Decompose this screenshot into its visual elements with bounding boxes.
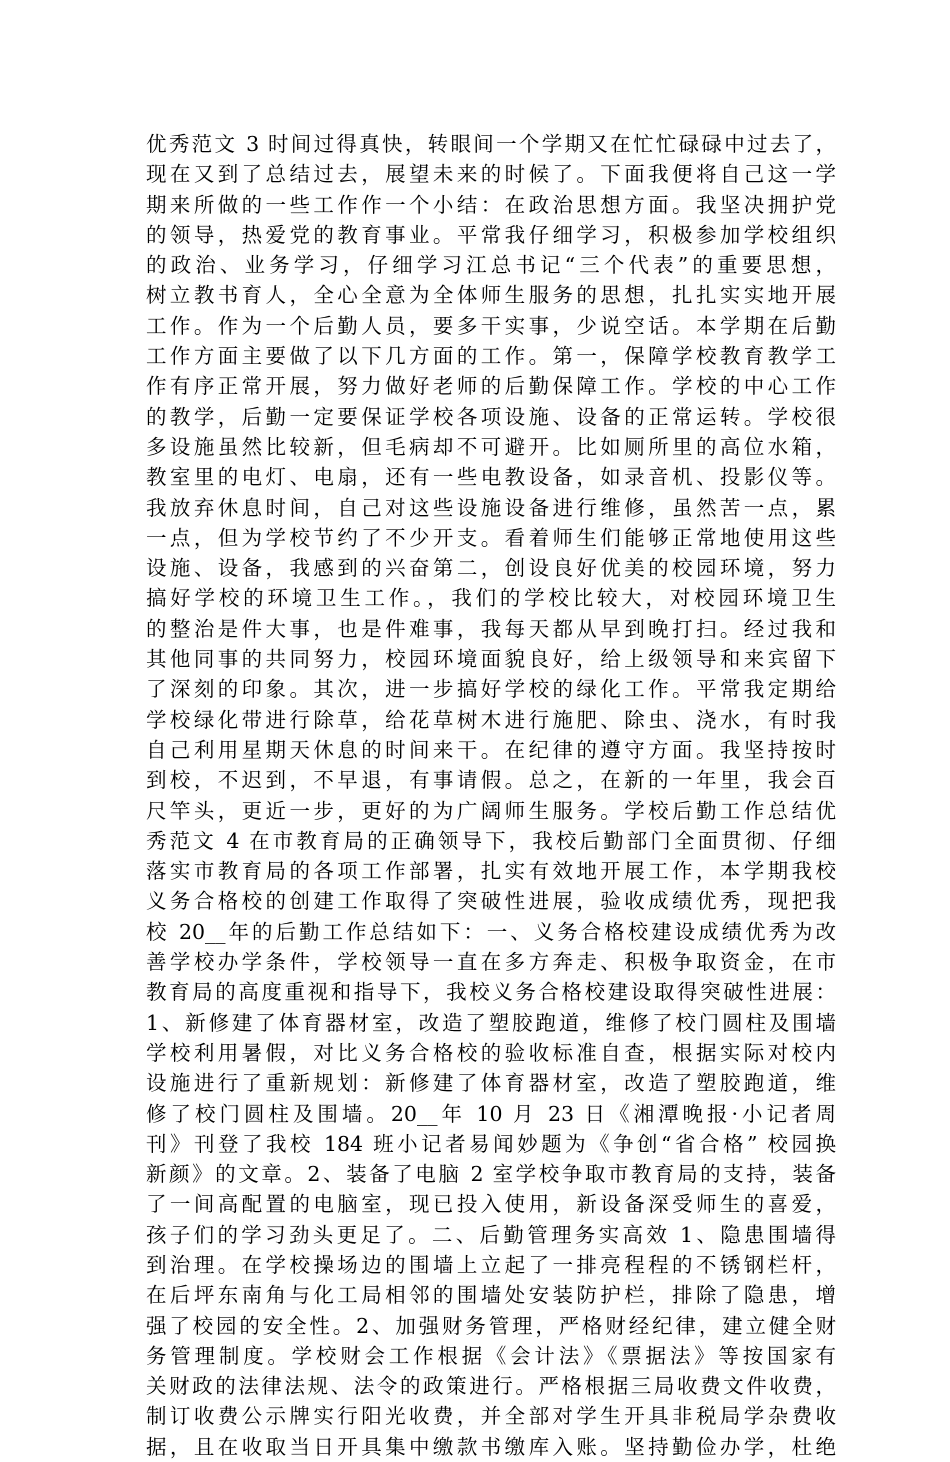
text-line: 制订收费公示牌实行阳光收费，并全部对学生开具非税局学杂费收: [146, 1404, 836, 1429]
text-line: 设施进行了重新规划：新修建了体育器材室，改造了塑胶跑道，维: [146, 1071, 836, 1096]
text-line: 在后坪东南角与化工局相邻的围墙处安装防护栏，排除了隐患，增: [146, 1283, 836, 1308]
text-line: 作有序正常开展，努力做好老师的后勤保障工作。学校的中心工作: [146, 374, 836, 399]
text-line: 树立教书育人，全心全意为全体师生服务的思想，扎扎实实地开展: [146, 283, 836, 308]
text-line: 的整治是件大事，也是件难事，我每天都从早到晚打扫。经过我和: [146, 616, 836, 641]
text-line: 自己利用星期天休息的时间来干。在纪律的遵守方面。我坚持按时: [146, 737, 836, 762]
text-line: 了一间高配置的电脑室，现已投入使用，新设备深受师生的喜爱，: [146, 1192, 836, 1217]
text-line: 的教学，后勤一定要保证学校各项设施、设备的正常运转。学校很: [146, 404, 836, 429]
text-line: 善学校办学条件，学校领导一直在多方奔走、积极争取资金，在市: [146, 950, 836, 975]
text-line: 一点，但为学校节约了不少开支。看着师生们能够正常地使用这些: [146, 525, 836, 550]
text-line: 据，且在收取当日开具集中缴款书缴库入账。坚持勤俭办学，杜绝: [146, 1434, 836, 1459]
text-line: 1、新修建了体育器材室，改造了塑胶跑道，维修了校门圆柱及围墙: [146, 1010, 836, 1035]
text-line: 工作方面主要做了以下几方面的工作。第一，保障学校教育教学工: [146, 344, 836, 369]
text-line: 搞好学校的环境卫生工作。，我们的学校比较大，对校园环境卫生: [146, 586, 836, 611]
text-line: 强了校园的安全性。2、加强财务管理，严格财经纪律，建立健全财: [146, 1313, 836, 1338]
text-line: 了深刻的印象。其次，进一步搞好学校的绿化工作。平常我定期给: [146, 677, 836, 702]
text-line: 修了校门圆柱及围墙。20__年 10 月 23 日《湘潭晚报·小记者周: [146, 1101, 836, 1126]
text-line: 教育局的高度重视和指导下，我校义务合格校建设取得突破性进展：: [146, 980, 836, 1005]
text-line: 现在又到了总结过去，展望未来的时候了。下面我便将自己这一学: [146, 162, 836, 187]
text-line: 的领导，热爱党的教育事业。平常我仔细学习，积极参加学校组织: [146, 222, 836, 247]
text-line: 学校利用暑假，对比义务合格校的验收标准自查，根据实际对校内: [146, 1040, 836, 1065]
text-line: 优秀范文 3 时间过得真快，转眼间一个学期又在忙忙碌碌中过去了，: [146, 132, 836, 156]
text-line: 多设施虽然比较新，但毛病却不可避开。比如厕所里的高位水箱，: [146, 434, 836, 459]
text-line: 孩子们的学习劲头更足了。二、后勤管理务实高效 1、隐患围墙得: [146, 1222, 836, 1247]
text-line: 期来所做的一些工作作一个小结：在政治思想方面。我坚决拥护党: [146, 192, 836, 217]
text-line: 工作。作为一个后勤人员，要多干实事，少说空话。本学期在后勤: [146, 313, 836, 338]
text-line: 的政治、业务学习，仔细学习江总书记“三个代表”的重要思想，: [146, 253, 836, 278]
text-line: 学校绿化带进行除草，给花草树木进行施肥、除虫、浇水，有时我: [146, 707, 836, 732]
text-line: 我放弃休息时间，自己对这些设施设备进行维修，虽然苦一点，累: [146, 495, 836, 520]
text-line: 设施、设备，我感到的兴奋第二，创设良好优美的校园环境，努力: [146, 556, 836, 581]
text-line: 新颜》的文章。2、装备了电脑 2 室学校争取市教育局的支持，装备: [146, 1162, 836, 1187]
text-line: 教室里的电灯、电扇，还有一些电教设备，如录音机、投影仪等。: [146, 465, 836, 490]
text-line: 义务合格校的创建工作取得了突破性进展，验收成绩优秀，现把我: [146, 889, 836, 914]
text-line: 到治理。在学校操场边的围墙上立起了一排亮程程的不锈钢栏杆，: [146, 1252, 836, 1277]
text-line: 落实市教育局的各项工作部署，扎实有效地开展工作，本学期我校: [146, 859, 836, 884]
text-line: 到校，不迟到，不早退，有事请假。总之，在新的一年里，我会百: [146, 768, 836, 793]
body-text: [146, 129, 836, 1462]
text-line: 尺竿头，更近一步，更好的为广阔师生服务。学校后勤工作总结优: [146, 798, 836, 823]
text-line: 务管理制度。学校财会工作根据《会计法》《票据法》等按国家有: [146, 1343, 836, 1368]
text-line: 关财政的法律法规、法令的政策进行。严格根据三局收费文件收费，: [146, 1374, 836, 1399]
text-line: 校 20__年的后勤工作总结如下：一、义务合格校建设成绩优秀为改: [146, 919, 836, 944]
text-line: 其他同事的共同努力，校园环境面貌良好，给上级领导和来宾留下: [146, 647, 836, 672]
text-line: 秀范文 4 在市教育局的正确领导下，我校后勤部门全面贯彻、仔细: [146, 828, 836, 853]
text-line: 刊》刊登了我校 184 班小记者易闻妙题为《争创“省合格” 校园换: [146, 1131, 836, 1156]
